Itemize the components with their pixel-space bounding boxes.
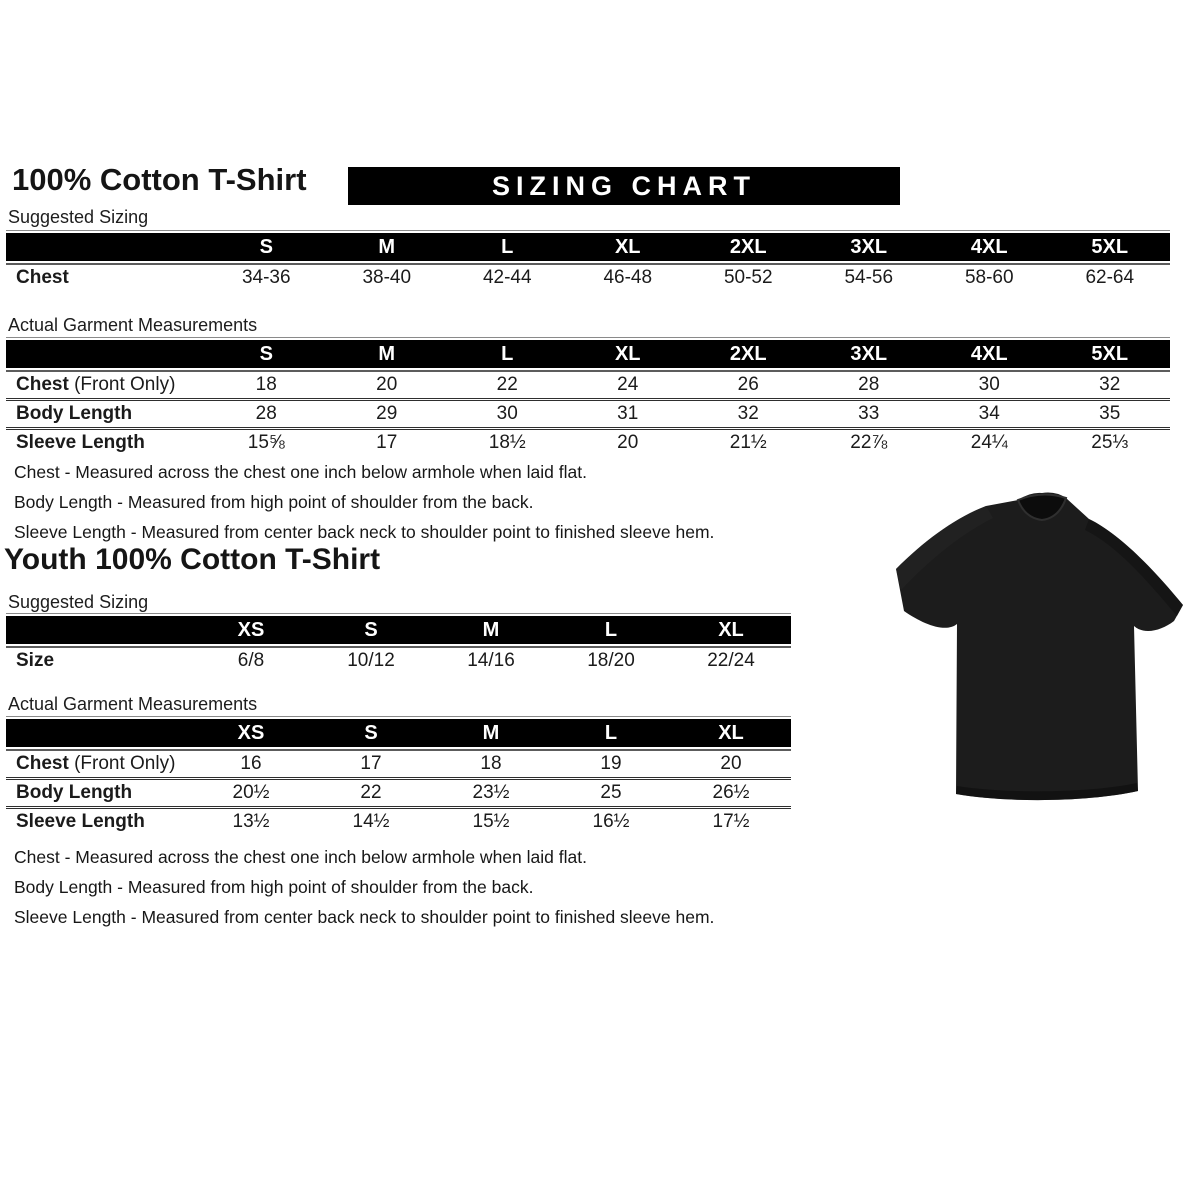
- size-column-header: S: [259, 342, 273, 365]
- measurement-value-cell: 15½: [472, 811, 510, 832]
- measurement-value-cell: 22⅞: [850, 432, 888, 453]
- measurement-value-cell: 18: [255, 374, 277, 395]
- measurement-value-cell: 24¼: [970, 432, 1008, 453]
- table-body: [6, 263, 1170, 291]
- measurement-value-cell: 58-60: [964, 267, 1014, 288]
- youth-actual-measurements-table: [6, 716, 791, 835]
- size-column-header: 2XL: [729, 342, 767, 365]
- row-label: Chest: [16, 267, 69, 288]
- youth-suggested-sizing-label: Suggested Sizing: [8, 592, 149, 612]
- measurement-value-cell: 28: [255, 403, 277, 424]
- measurement-value-cell: 17: [360, 753, 382, 774]
- measurement-value-cell: 26½: [712, 782, 750, 803]
- table-top-rule: [6, 716, 791, 717]
- measurement-value-cell: 62-64: [1085, 267, 1135, 288]
- table-row: [6, 806, 791, 835]
- measurement-value-cell: 29: [376, 403, 398, 424]
- table-row: [6, 398, 1170, 427]
- measurement-note: Chest - Measured across the chest one inch below armhole when laid flat.: [14, 847, 587, 867]
- measurement-value-cell: 22/24: [707, 650, 755, 671]
- table-body: [6, 646, 791, 674]
- measurement-value-cell: 20: [617, 432, 639, 453]
- measurement-value-cell: 31: [617, 403, 639, 424]
- measurement-value-cell: 16: [240, 753, 262, 774]
- measurement-value-cell: 23½: [472, 782, 510, 803]
- measurement-value-cell: 38-40: [362, 267, 412, 288]
- row-label-cell: [6, 782, 191, 804]
- measurement-value-cell: 25: [600, 782, 622, 803]
- row-label: Size: [16, 650, 55, 671]
- table-body: [6, 370, 1170, 456]
- size-column-header: L: [604, 721, 618, 744]
- youth-page-title: Youth 100% Cotton T-Shirt: [4, 543, 381, 576]
- measurement-value-cell: 35: [1099, 403, 1121, 424]
- table-row: [6, 648, 791, 674]
- size-column-header: XL: [614, 342, 641, 365]
- page-title: 100% Cotton T-Shirt: [12, 162, 307, 197]
- table-top-rule: [6, 230, 1170, 231]
- measurement-note: Sleeve Length - Measured from center back neck to shoulder point to finished sleeve hem.: [14, 907, 715, 927]
- size-column-header: 5XL: [1091, 235, 1129, 258]
- size-column-header: S: [364, 721, 378, 744]
- table-header-row: [6, 340, 1170, 368]
- table-header-row: [6, 233, 1170, 261]
- measurement-value-cell: 30: [978, 374, 1000, 395]
- measurement-value-cell: 16½: [592, 811, 630, 832]
- row-label-cell: [6, 753, 191, 775]
- row-label-cell: [6, 267, 206, 289]
- size-column-header: XS: [237, 618, 265, 641]
- row-label: Sleeve Length: [16, 811, 145, 832]
- row-label-cell: [6, 403, 206, 425]
- size-column-header: 4XL: [970, 342, 1008, 365]
- youth-suggested-sizing-table: [6, 613, 791, 674]
- row-label: Body Length: [16, 403, 133, 424]
- measurement-value-cell: 28: [858, 374, 880, 395]
- table-row: [6, 777, 791, 806]
- measurement-value-cell: 34: [978, 403, 1000, 424]
- adult-suggested-sizing-label: Suggested Sizing: [8, 207, 149, 227]
- measurement-value-cell: 21½: [729, 432, 767, 453]
- measurement-value-cell: 20: [376, 374, 398, 395]
- table-row: [6, 372, 1170, 398]
- measurement-value-cell: 15⅝: [247, 432, 285, 453]
- sizing-chart-banner: SIZING CHART: [348, 167, 900, 205]
- measurement-value-cell: 6/8: [237, 650, 265, 671]
- table-row: [6, 265, 1170, 291]
- row-label-cell: [6, 811, 191, 833]
- tshirt-image: [893, 478, 1189, 810]
- size-column-header: M: [378, 235, 396, 258]
- measurement-note: Body Length - Measured from high point of shoulder from the back.: [14, 877, 534, 897]
- measurement-value-cell: 42-44: [482, 267, 532, 288]
- size-column-header: 3XL: [850, 235, 888, 258]
- row-label-suffix: (Front Only): [68, 374, 176, 395]
- size-column-header: XL: [614, 235, 641, 258]
- size-column-header: XL: [718, 721, 744, 744]
- row-label: Sleeve Length: [16, 432, 145, 453]
- measurement-value-cell: 46-48: [603, 267, 653, 288]
- measurement-note: Sleeve Length - Measured from center back neck to shoulder point to finished sleeve hem.: [14, 522, 715, 542]
- table-top-rule: [6, 613, 791, 614]
- measurement-value-cell: 26: [737, 374, 759, 395]
- measurement-value-cell: 50-52: [723, 267, 773, 288]
- measurement-value-cell: 24: [617, 374, 639, 395]
- row-label-cell: [6, 650, 191, 672]
- table-top-rule: [6, 337, 1170, 338]
- measurement-value-cell: 20: [720, 753, 742, 774]
- measurement-value-cell: 54-56: [844, 267, 894, 288]
- size-column-header: M: [482, 721, 500, 744]
- measurement-value-cell: 33: [858, 403, 880, 424]
- size-column-header: S: [259, 235, 273, 258]
- measurement-value-cell: 14½: [352, 811, 390, 832]
- measurement-value-cell: 34-36: [241, 267, 291, 288]
- measurement-value-cell: 32: [737, 403, 759, 424]
- measurement-value-cell: 18½: [488, 432, 526, 453]
- measurement-value-cell: 13½: [232, 811, 270, 832]
- measurement-note: Body Length - Measured from high point of shoulder from the back.: [14, 492, 534, 512]
- size-column-header: XS: [237, 721, 265, 744]
- adult-suggested-sizing-table: [6, 230, 1170, 291]
- size-column-header: XL: [718, 618, 744, 641]
- table-header-row: [6, 616, 791, 644]
- row-label: Chest: [16, 753, 69, 774]
- measurement-value-cell: 22: [496, 374, 518, 395]
- row-label-cell: [6, 432, 206, 454]
- adult-actual-measurements-table: [6, 337, 1170, 456]
- measurement-note: Chest - Measured across the chest one inch below armhole when laid flat.: [14, 462, 587, 482]
- adult-measurement-notes: [14, 457, 714, 547]
- measurement-value-cell: 25⅓: [1091, 432, 1129, 453]
- measurement-value-cell: 18: [480, 753, 502, 774]
- measurement-value-cell: 14/16: [467, 650, 515, 671]
- size-column-header: M: [482, 618, 500, 641]
- size-column-header: S: [364, 618, 378, 641]
- size-column-header: L: [501, 235, 514, 258]
- measurement-value-cell: 17½: [712, 811, 750, 832]
- table-row: [6, 427, 1170, 456]
- measurement-value-cell: 17: [376, 432, 398, 453]
- row-label-suffix: (Front Only): [68, 753, 176, 774]
- row-label: Body Length: [16, 782, 133, 803]
- size-column-header: 4XL: [970, 235, 1008, 258]
- size-column-header: 2XL: [729, 235, 767, 258]
- table-row: [6, 751, 791, 777]
- size-column-header: 5XL: [1091, 342, 1129, 365]
- size-column-header: L: [501, 342, 514, 365]
- youth-actual-measurements-label: Actual Garment Measurements: [8, 694, 258, 714]
- measurement-value-cell: 19: [600, 753, 622, 774]
- youth-measurement-notes: [14, 842, 714, 932]
- size-column-header: L: [604, 618, 618, 641]
- table-body: [6, 749, 791, 835]
- size-column-header: M: [378, 342, 396, 365]
- measurement-value-cell: 20½: [232, 782, 270, 803]
- measurement-value-cell: 22: [360, 782, 382, 803]
- table-header-row: [6, 719, 791, 747]
- size-column-header: 3XL: [850, 342, 888, 365]
- adult-actual-measurements-label: Actual Garment Measurements: [8, 315, 258, 335]
- measurement-value-cell: 30: [496, 403, 518, 424]
- row-label-cell: [6, 374, 206, 396]
- row-label: Chest: [16, 374, 69, 395]
- measurement-value-cell: 10/12: [347, 650, 395, 671]
- measurement-value-cell: 32: [1099, 374, 1121, 395]
- measurement-value-cell: 18/20: [587, 650, 635, 671]
